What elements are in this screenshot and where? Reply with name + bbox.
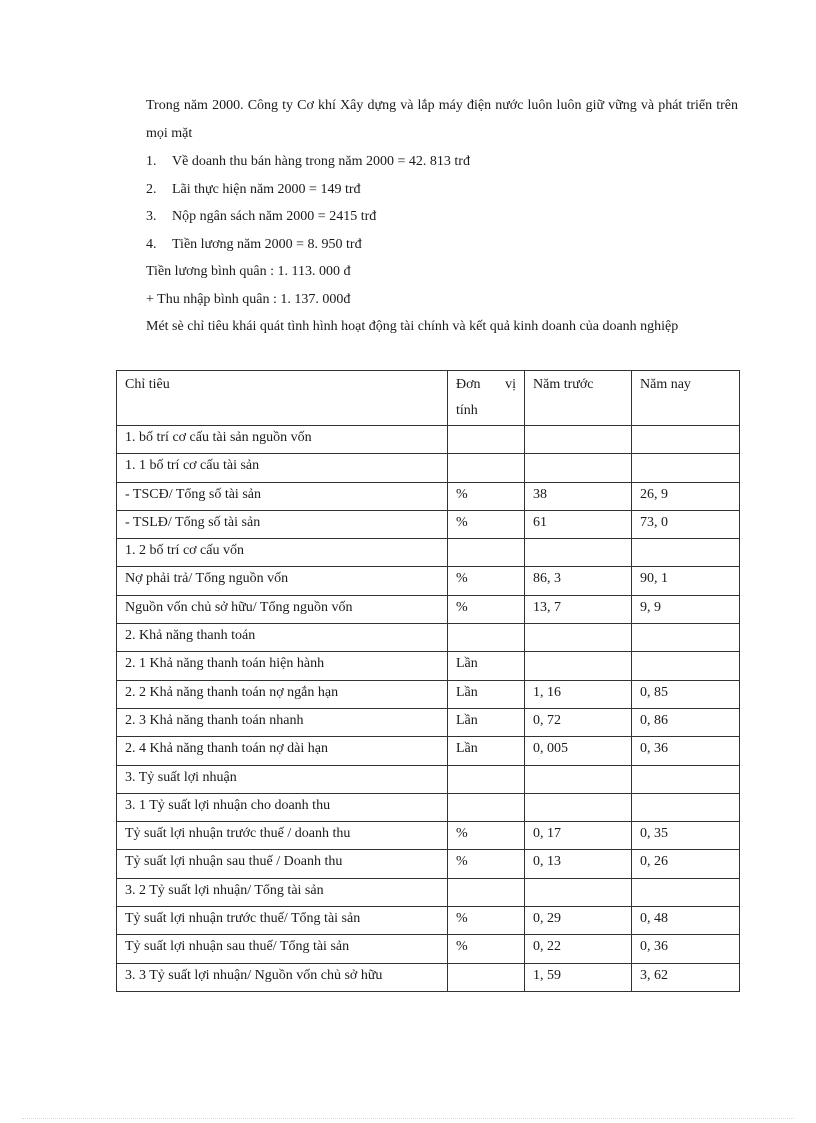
financial-indicators-table xyxy=(116,370,740,992)
cell-indicator: 2. 4 Khả năng thanh toán nợ dài hạn xyxy=(117,737,448,765)
table-row xyxy=(117,822,740,850)
list-text: Về doanh thu bán hàng trong năm 2000 = 42. 813 trđ xyxy=(172,154,470,169)
cell-unit xyxy=(448,624,525,652)
list-number: 4. xyxy=(146,236,157,252)
cell-this-year xyxy=(632,426,740,454)
table-row xyxy=(117,765,740,793)
cell-unit: % xyxy=(448,510,525,538)
intro-paragraph: Trong năm 2000. Công ty Cơ khí Xây dựng và lắp máy điện nước luôn luôn giữ vững và phát triển trên mọi mặt xyxy=(146,98,738,141)
cell-indicator: 3. Tỷ suất lợi nhuận xyxy=(117,765,448,793)
intro-section xyxy=(146,92,738,341)
list-text: Lãi thực hiện năm 2000 = 149 trđ xyxy=(172,181,361,197)
list-number: 2. xyxy=(146,181,157,197)
cell-this-year: 9, 9 xyxy=(632,595,740,623)
cell-unit: % xyxy=(448,935,525,963)
cell-this-year: 0, 35 xyxy=(632,822,740,850)
cell-indicator: Nợ phải trả/ Tổng nguồn vốn xyxy=(117,567,448,595)
cell-this-year xyxy=(632,878,740,906)
cell-unit xyxy=(448,454,525,482)
cell-indicator: Tỷ suất lợi nhuận sau thuế/ Tổng tài sản xyxy=(117,935,448,963)
table-caption: Mét sè chỉ tiêu khái quát tình hình hoạt động tài chính và kết quả kinh doanh của doanh nghiệp xyxy=(146,319,679,334)
cell-this-year: 0, 85 xyxy=(632,680,740,708)
table-row xyxy=(117,454,740,482)
cell-this-year xyxy=(632,624,740,652)
table-row xyxy=(117,878,740,906)
cell-this-year: 3, 62 xyxy=(632,963,740,991)
cell-unit: % xyxy=(448,822,525,850)
cell-indicator: Nguồn vốn chủ sở hữu/ Tổng nguồn vốn xyxy=(117,595,448,623)
cell-this-year: 73, 0 xyxy=(632,510,740,538)
table-row xyxy=(117,567,740,595)
cell-prev-year: 61 xyxy=(525,510,632,538)
cell-unit xyxy=(448,539,525,567)
average-income-line: + Thu nhập bình quân : 1. 137. 000đ xyxy=(146,291,351,307)
cell-indicator: 2. 3 Khả năng thanh toán nhanh xyxy=(117,708,448,736)
cell-this-year xyxy=(632,539,740,567)
cell-indicator: 3. 1 Tỷ suất lợi nhuận cho doanh thu xyxy=(117,793,448,821)
table-row xyxy=(117,652,740,680)
cell-indicator: Tỷ suất lợi nhuận sau thuế / Doanh thu xyxy=(117,850,448,878)
cell-unit: Lần xyxy=(448,708,525,736)
cell-unit xyxy=(448,793,525,821)
cell-prev-year xyxy=(525,793,632,821)
header-this-year: Năm nay xyxy=(632,371,740,426)
cell-prev-year xyxy=(525,878,632,906)
cell-indicator: 3. 3 Tỷ suất lợi nhuận/ Nguồn vốn chủ sở hữu xyxy=(117,963,448,991)
highlights-list xyxy=(146,148,738,258)
table-row xyxy=(117,680,740,708)
cell-prev-year xyxy=(525,539,632,567)
list-text: Nộp ngân sách năm 2000 = 2415 trđ xyxy=(172,209,377,224)
cell-indicator: Tỷ suất lợi nhuận trước thuế / doanh thu xyxy=(117,822,448,850)
list-item xyxy=(146,203,738,231)
cell-prev-year xyxy=(525,652,632,680)
cell-indicator: 2. 2 Khả năng thanh toán nợ ngắn hạn xyxy=(117,680,448,708)
cell-unit: Lần xyxy=(448,737,525,765)
table-row xyxy=(117,482,740,510)
cell-this-year: 90, 1 xyxy=(632,567,740,595)
cell-this-year: 0, 48 xyxy=(632,907,740,935)
cell-prev-year: 0, 005 xyxy=(525,737,632,765)
cell-this-year xyxy=(632,793,740,821)
header-unit-left: Đơn xyxy=(456,377,481,392)
page-bottom-divider xyxy=(22,1118,794,1119)
cell-prev-year: 86, 3 xyxy=(525,567,632,595)
cell-indicator: - TSLĐ/ Tổng số tài sản xyxy=(117,510,448,538)
cell-prev-year xyxy=(525,765,632,793)
table-row xyxy=(117,793,740,821)
cell-unit xyxy=(448,878,525,906)
cell-prev-year: 38 xyxy=(525,482,632,510)
header-unit-second: tính xyxy=(456,403,478,418)
cell-this-year: 0, 26 xyxy=(632,850,740,878)
cell-prev-year: 0, 29 xyxy=(525,907,632,935)
table-header-row xyxy=(117,371,740,426)
list-item xyxy=(146,148,738,176)
cell-prev-year xyxy=(525,426,632,454)
list-number: 3. xyxy=(146,209,157,224)
cell-this-year: 26, 9 xyxy=(632,482,740,510)
cell-indicator: 1. bố trí cơ cấu tài sản nguồn vốn xyxy=(117,426,448,454)
header-indicator: Chỉ tiêu xyxy=(117,371,448,426)
table-row xyxy=(117,708,740,736)
cell-indicator: Tỷ suất lợi nhuận trước thuế/ Tổng tài sản xyxy=(117,907,448,935)
header-unit-right: vị xyxy=(505,377,516,392)
cell-unit: Lần xyxy=(448,652,525,680)
cell-prev-year: 0, 22 xyxy=(525,935,632,963)
cell-indicator: - TSCĐ/ Tổng số tài sản xyxy=(117,482,448,510)
table-row xyxy=(117,426,740,454)
list-item xyxy=(146,176,738,204)
list-text: Tiền lương năm 2000 = 8. 950 trđ xyxy=(172,236,362,252)
cell-prev-year: 1, 59 xyxy=(525,963,632,991)
table-row xyxy=(117,624,740,652)
cell-prev-year: 0, 72 xyxy=(525,708,632,736)
cell-this-year: 0, 86 xyxy=(632,708,740,736)
table-row xyxy=(117,539,740,567)
header-unit xyxy=(448,371,525,426)
cell-prev-year: 0, 13 xyxy=(525,850,632,878)
cell-unit: % xyxy=(448,850,525,878)
cell-unit xyxy=(448,963,525,991)
cell-this-year xyxy=(632,652,740,680)
cell-this-year: 0, 36 xyxy=(632,935,740,963)
table-row xyxy=(117,737,740,765)
cell-indicator: 2. Khả năng thanh toán xyxy=(117,624,448,652)
cell-this-year: 0, 36 xyxy=(632,737,740,765)
cell-indicator: 1. 2 bố trí cơ cấu vốn xyxy=(117,539,448,567)
financial-indicators-table-wrapper xyxy=(116,370,740,992)
cell-indicator: 2. 1 Khả năng thanh toán hiện hành xyxy=(117,652,448,680)
cell-unit: % xyxy=(448,567,525,595)
cell-indicator: 3. 2 Tỷ suất lợi nhuận/ Tổng tài sản xyxy=(117,878,448,906)
table-row xyxy=(117,850,740,878)
cell-prev-year xyxy=(525,454,632,482)
cell-this-year xyxy=(632,765,740,793)
cell-unit: Lần xyxy=(448,680,525,708)
list-item xyxy=(146,231,738,259)
average-salary-line: Tiền lương bình quân : 1. 113. 000 đ xyxy=(146,264,351,279)
list-number: 1. xyxy=(146,154,157,169)
cell-prev-year: 0, 17 xyxy=(525,822,632,850)
cell-unit: % xyxy=(448,907,525,935)
cell-indicator: 1. 1 bố trí cơ cấu tài sản xyxy=(117,454,448,482)
cell-this-year xyxy=(632,454,740,482)
header-prev-year: Năm trước xyxy=(525,371,632,426)
cell-prev-year: 13, 7 xyxy=(525,595,632,623)
table-row xyxy=(117,963,740,991)
cell-unit xyxy=(448,765,525,793)
cell-unit: % xyxy=(448,595,525,623)
cell-prev-year xyxy=(525,624,632,652)
cell-unit: % xyxy=(448,482,525,510)
table-row xyxy=(117,595,740,623)
table-row xyxy=(117,907,740,935)
table-row xyxy=(117,935,740,963)
cell-prev-year: 1, 16 xyxy=(525,680,632,708)
cell-unit xyxy=(448,426,525,454)
table-row xyxy=(117,510,740,538)
